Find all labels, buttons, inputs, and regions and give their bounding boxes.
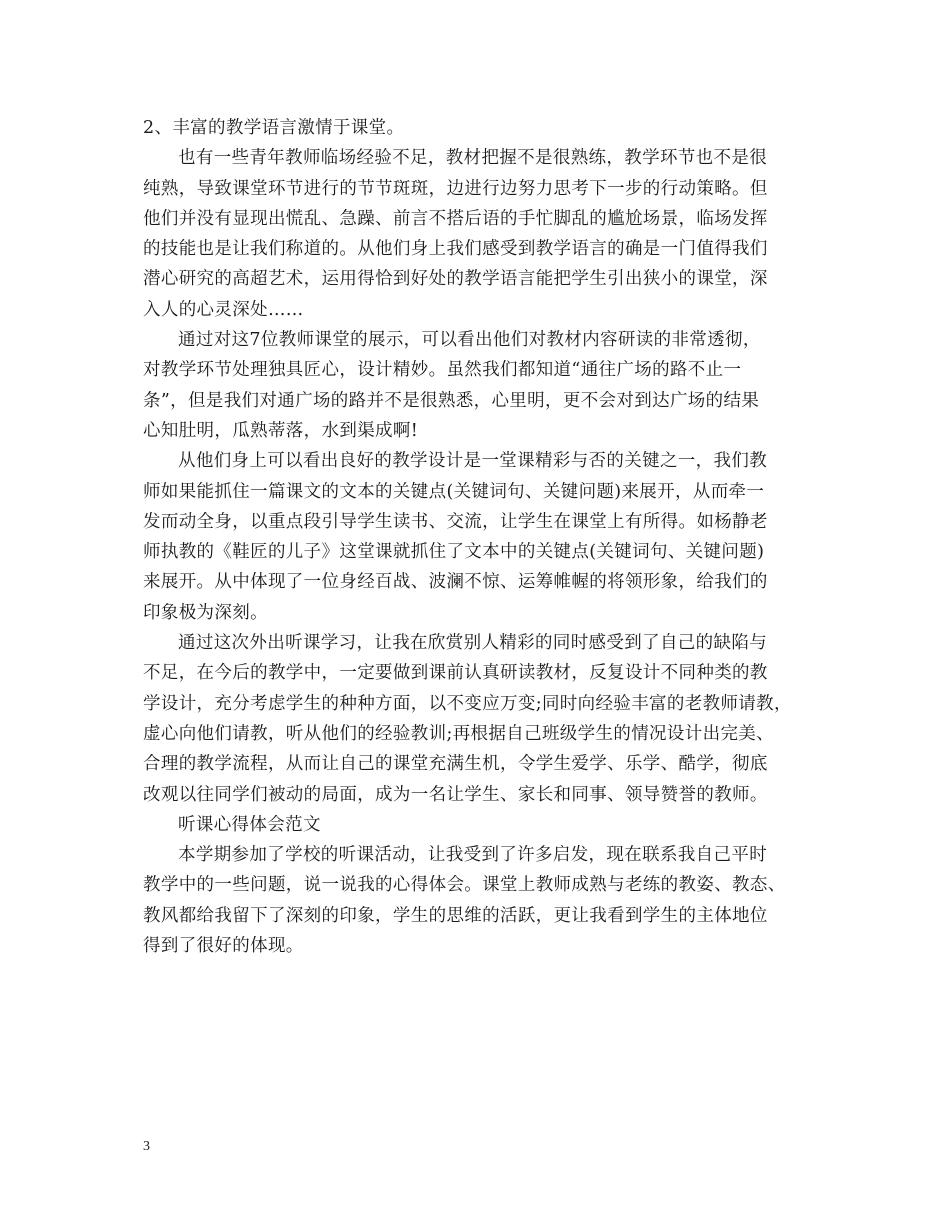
text-line: 听课心得体会范文 <box>178 814 321 835</box>
text-line: 合理的教学流程，从而让自己的课堂充满生机，令学生爱学、乐学、酷学，彻底 <box>143 754 768 775</box>
text-line: 发而动全身，以重点段引导学生读书、交流，让学生在课堂上有所得。如杨静老 <box>143 511 768 532</box>
text-line: 入人的心灵深处…… <box>143 299 304 320</box>
page-number: 3 <box>143 1139 150 1154</box>
text-line: 虚心向他们请教，听从他们的经验教训;再根据自己班级学生的情况设计出完美、 <box>143 723 774 744</box>
text-line: 潜心研究的高超艺术，运用得恰到好处的教学语言能把学生引出狭小的课堂，深 <box>143 269 768 290</box>
text-line: 教学中的一些问题，说一说我的心得体会。课堂上教师成熟与老练的教姿、教态、 <box>143 875 786 896</box>
text-line: 也有一些青年教师临场经验不足，教材把握不是很熟练，教学环节也不是很 <box>178 148 768 169</box>
text-line: 师执教的《鞋匠的儿子》这堂课就抓住了文本中的关键点(关键词句、关键问题) <box>143 542 765 563</box>
text-line: 师如果能抓住一篇课文的文本的关键点(关键词句、关键问题)来展开，从而牵一 <box>143 481 765 502</box>
text-line: 条”，但是我们对通广场的路并不是很熟悉，心里明，更不会对到达广场的结果 <box>143 390 760 411</box>
text-line: 2、丰富的教学语言激情于课堂。 <box>143 118 405 138</box>
text-line: 心知肚明，瓜熟蒂落，水到渠成啊! <box>143 420 419 441</box>
text-line: 来展开。从中体现了一位身经百战、波澜不惊、运筹帷幄的将领形象，给我们的 <box>143 572 768 593</box>
text-line: 改观以往同学们被动的局面，成为一名让学生、家长和同事、领导赞誉的教师。 <box>143 784 768 805</box>
text-line: 通过对这7位教师课堂的展示，可以看出他们对教材内容研读的非常透彻， <box>178 330 761 351</box>
text-line: 从他们身上可以看出良好的教学设计是一堂课精彩与否的关键之一，我们教 <box>178 451 768 472</box>
text-line: 他们并没有显现出慌乱、急躁、前言不搭后语的手忙脚乱的尴尬场景，临场发挥 <box>143 208 768 229</box>
document-body <box>143 113 823 961</box>
text-line: 得到了很好的体现。 <box>143 936 304 957</box>
text-line: 本学期参加了学校的听课活动，让我受到了许多启发，现在联系我自己平时 <box>178 845 768 866</box>
text-line: 通过这次外出听课学习，让我在欣赏别人精彩的同时感受到了自己的缺陷与 <box>178 633 768 654</box>
text-line: 纯熟，导致课堂环节进行的节节斑斑，边进行边努力思考下一步的行动策略。但 <box>143 178 768 199</box>
text-line: 印象极为深刻。 <box>143 602 268 623</box>
text-line: 教风都给我留下了深刻的印象，学生的思维的活跃，更让我看到学生的主体地位 <box>143 905 768 926</box>
text-line: 学设计，充分考虑学生的种种方面，以不变应万变;同时向经验丰富的老教师请教， <box>143 693 792 714</box>
text-line: 的技能也是让我们称道的。从他们身上我们感受到教学语言的确是一门值得我们 <box>143 239 768 260</box>
text-line: 不足，在今后的教学中，一定要做到课前认真研读教材，反复设计不同种类的教 <box>143 663 768 684</box>
text-line: 对教学环节处理独具匠心，设计精妙。虽然我们都知道“通往广场的路不止一 <box>143 360 742 381</box>
